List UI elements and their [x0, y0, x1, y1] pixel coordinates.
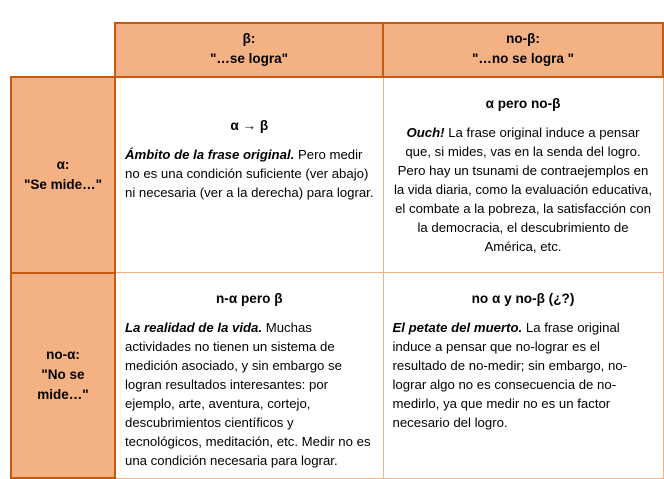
cell-no-alpha-no-beta-text: La frase original induce a pensar que no-lograr es el resultado de no-medir; sin embargo, no-lograr algo no es consecuencia de no-medirlo, ya que medir no es un factor necesario del logro.	[392, 319, 628, 430]
cell-alpha-no-beta-body	[393, 123, 654, 256]
column-header-beta-symbol: β:	[242, 31, 256, 47]
cell-alpha-beta-lead: Ámbito de la frase original.	[125, 146, 295, 162]
cell-alpha-beta-body	[125, 145, 374, 202]
cell-alpha-no-beta	[383, 77, 663, 273]
cell-alpha-no-beta-lead: Ouch!	[406, 124, 445, 140]
cell-no-alpha-no-beta-body	[393, 318, 654, 432]
row-header-no-alpha-symbol: no-α:	[46, 346, 80, 362]
cell-no-alpha-beta-title: n-α pero β	[216, 291, 283, 306]
cell-no-alpha-no-beta-title: no α y no-β (¿?)	[471, 291, 575, 306]
cell-alpha-beta-title: α → β	[230, 118, 269, 133]
corner-cell	[11, 23, 115, 77]
row-header-alpha-quote: "Se mide…"	[23, 176, 103, 192]
cell-no-alpha-beta-lead: La realidad de la vida.	[125, 319, 263, 335]
cell-no-alpha-beta-text: Muchas actividades no tienen un sistema de medición asociado, y sin embargo se logran resultados interesantes: por ejemplo, arte, aventura, cortejo, descubrimientos científicos y tecnológicos, meditación, etc. Medir no es una condición necesaria para lograr.	[125, 319, 371, 468]
row-header-no-alpha	[11, 273, 115, 479]
table-row	[11, 273, 663, 479]
cell-alpha-no-beta-title: α pero no-β	[485, 96, 561, 111]
table-header-row	[11, 23, 663, 77]
cell-no-alpha-no-beta-lead: El petate del muerto.	[392, 319, 523, 335]
column-header-no-beta	[383, 23, 663, 77]
row-header-alpha	[11, 77, 115, 273]
column-header-beta-quote: "…se logra"	[209, 51, 289, 66]
cell-no-alpha-no-beta	[383, 273, 663, 479]
table-row	[11, 77, 663, 273]
row-header-alpha-symbol: α:	[56, 156, 70, 172]
cell-alpha-no-beta-text: La frase original induce a pensar que, si mides, vas en la senda del logro. Pero hay un tsunami de contraejemplos en la vida diaria, como la evaluación educativa, el combate a la pobreza, la satisfacción con la democracia, el descubrimiento de América, etc.	[393, 124, 653, 254]
cell-alpha-beta-text: Pero medir no es una condición suficiente (ver abajo) ni necesaria (ver a la derecha) para lograr.	[125, 146, 374, 200]
column-header-no-beta-quote: "…no se logra "	[471, 51, 575, 66]
row-header-no-alpha-quote: "No se mide…"	[37, 367, 89, 403]
cell-alpha-beta	[115, 77, 383, 273]
two-by-two-matrix-table	[10, 22, 664, 479]
cell-no-alpha-beta-body	[125, 318, 374, 470]
column-header-no-beta-symbol: no-β:	[506, 31, 540, 47]
column-header-beta	[115, 23, 383, 77]
cell-no-alpha-beta	[115, 273, 383, 479]
